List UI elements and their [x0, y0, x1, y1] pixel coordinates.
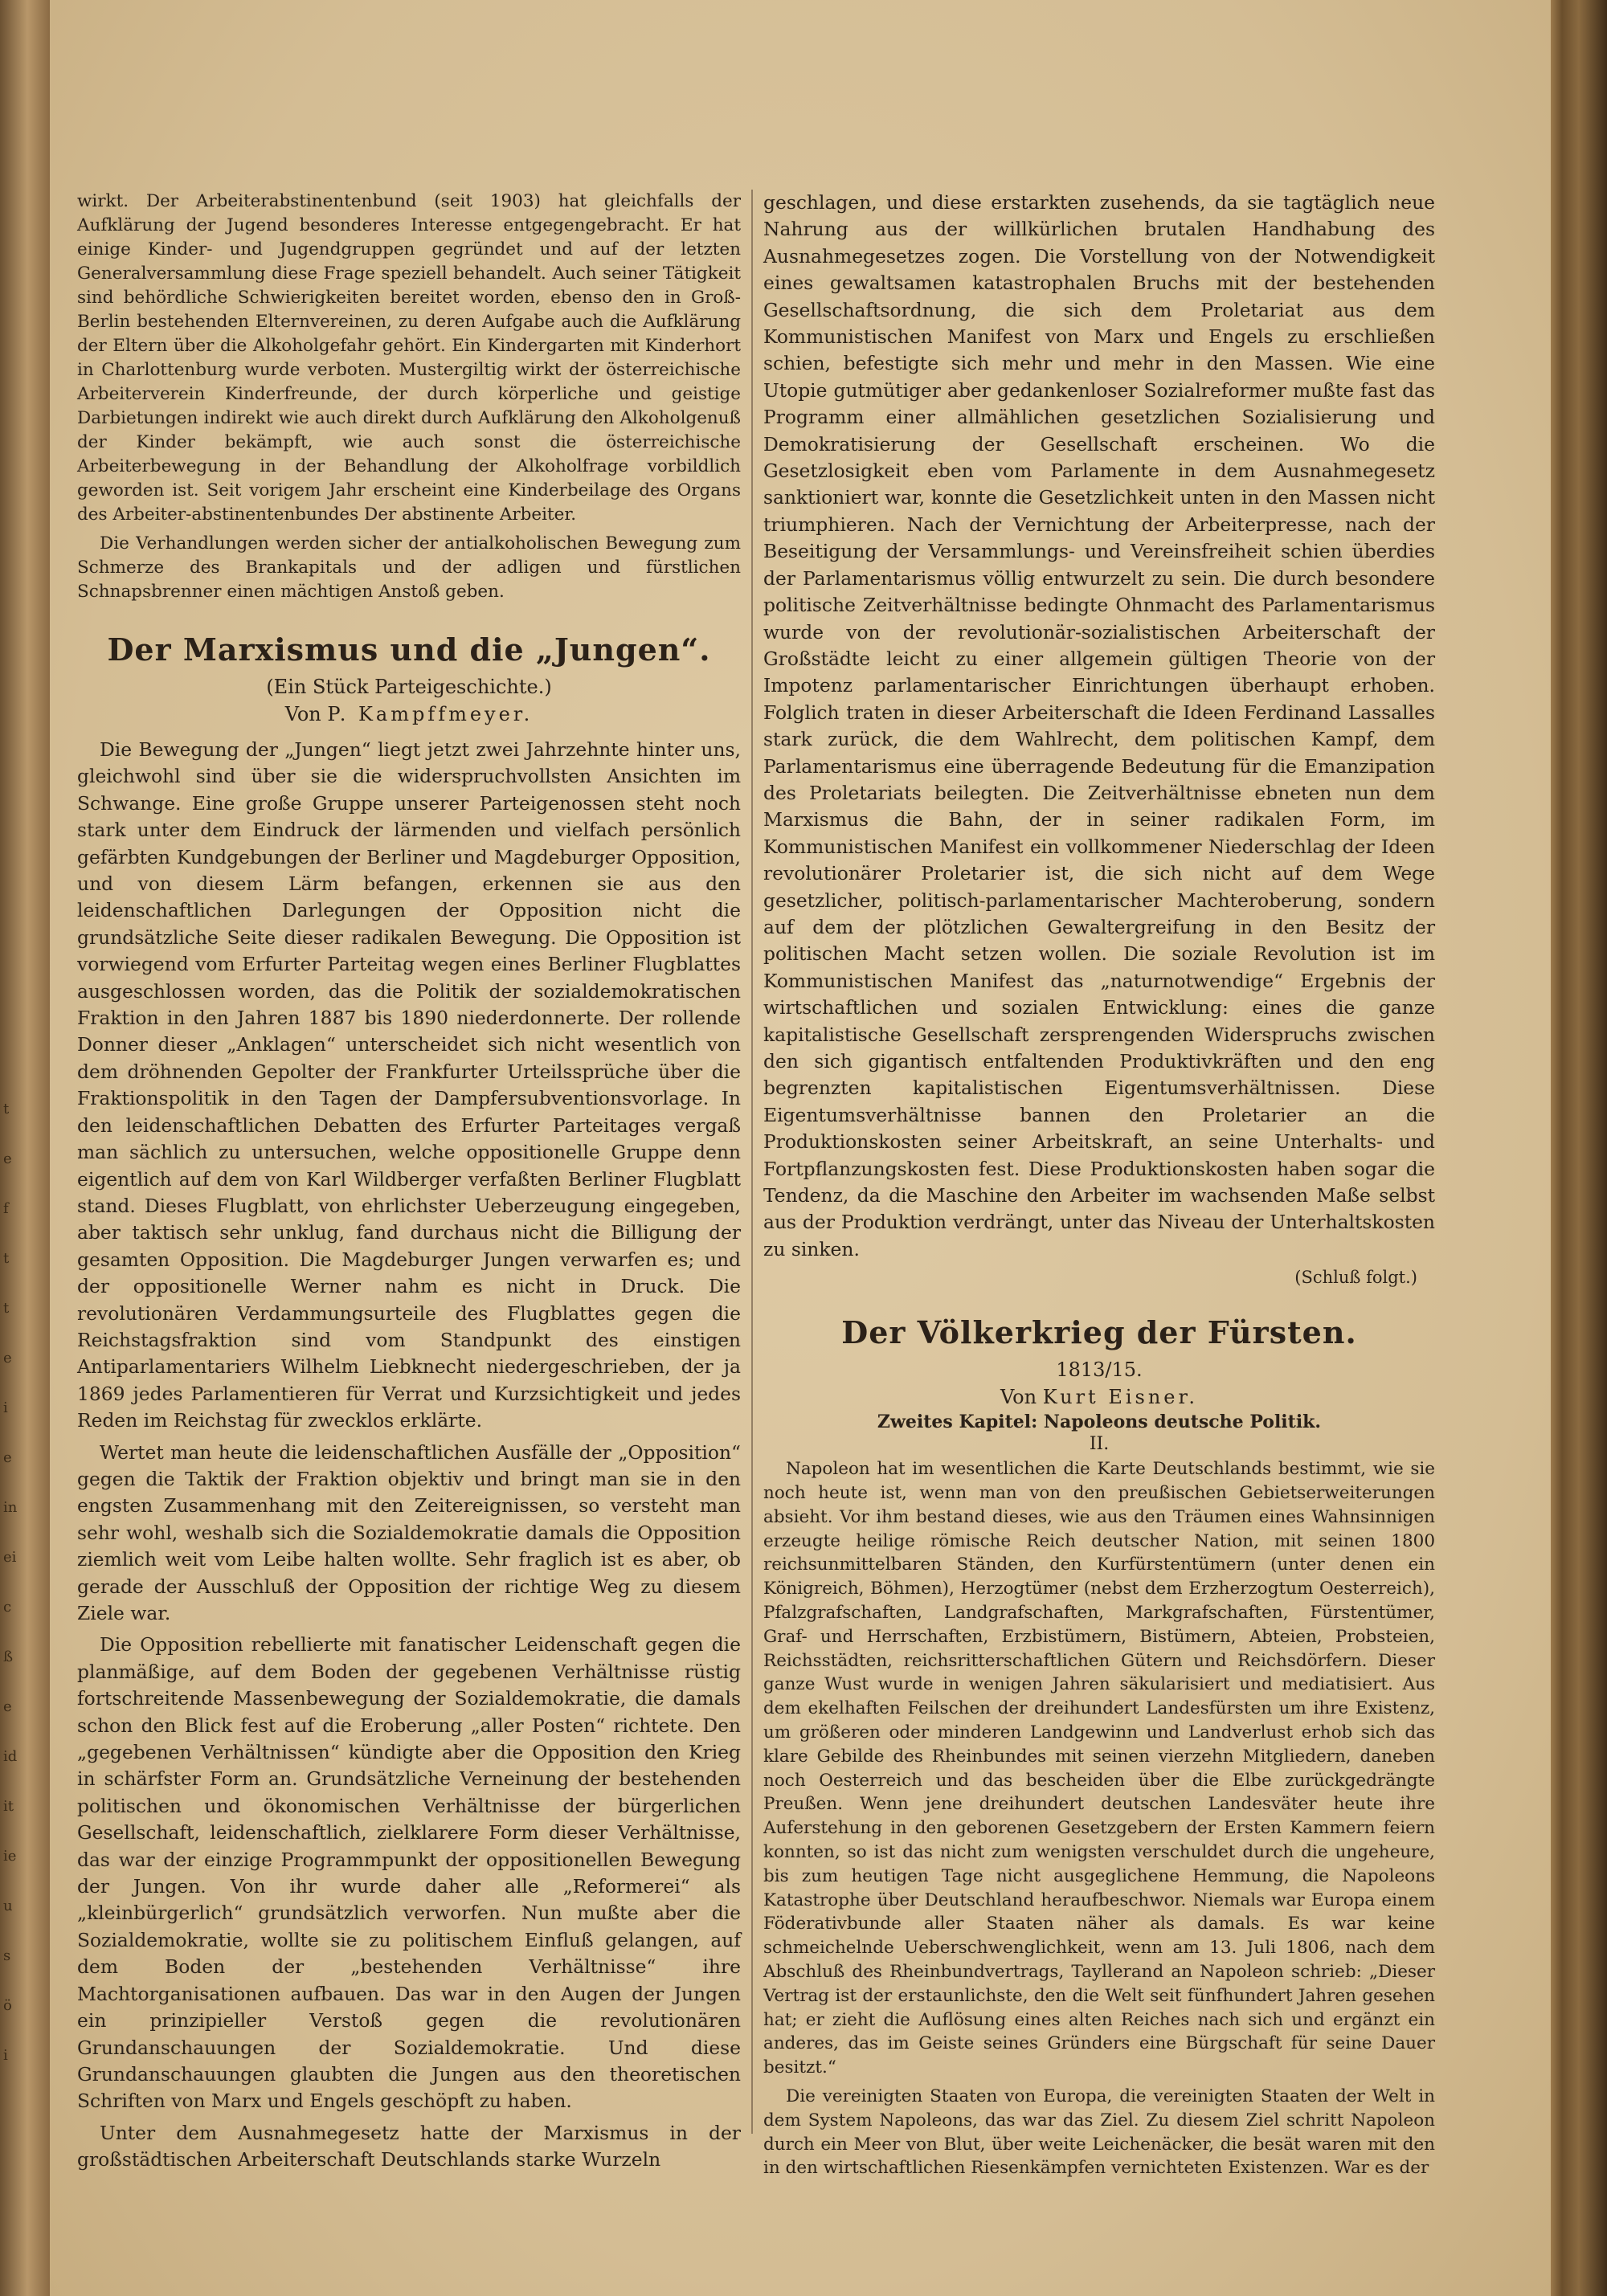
left-edge-letter: e — [3, 1350, 12, 1367]
left-edge-letter: u — [3, 1898, 13, 1914]
left-edge-letter: ei — [3, 1549, 17, 1566]
article2-body — [763, 1457, 1435, 2180]
article2-author-prefix: Von — [1000, 1386, 1037, 1409]
left-edge-letter: t — [3, 1250, 10, 1267]
article2-author-name: Kurt Eisner. — [1042, 1386, 1198, 1409]
intro-paragraph-2: Die Verhandlungen werden sicher der antialkoholischen Bewegung zum Schmerze des Brankapitals und der adligen und fürstlichen Schnapsbrenner einen mächtigen Anstoß geben. — [77, 533, 741, 602]
article-paragraph-4: Unter dem Ausnahmegesetz hatte der Marxismus in der großstädtischen Arbeiterschaft Deutschlands starke Wurzeln — [77, 2121, 741, 2171]
left-page-edge — [0, 0, 50, 2296]
continuation-note: (Schluß folgt.) — [1294, 1268, 1417, 1288]
intro-section — [77, 190, 741, 604]
book-binding — [1551, 0, 1607, 2296]
right-column — [763, 190, 1435, 2185]
article-continuation — [763, 190, 1435, 1263]
left-edge-letter: id — [3, 1748, 18, 1765]
left-edge-letter: i — [3, 1399, 8, 1416]
continued-paragraph: geschlagen, und diese erstarkten zusehends, da sie tagtäglich neue Nahrung aus der willkürlichen brutalen Handhabung des Ausnahmegesetzes zogen. Die Vorstellung von der Notwendigkeit eines gewaltsamen katastrophalen Bruchs mit der bestehenden Gesellschaftsordnung, die sich dem Proletariat aus dem Kommunistischen Manifest von Marx und Engels zu erschließen schien, befestigte sich mehr und mehr in den Massen. Wie eine Utopie gutmütiger aber gedankenloser Sozialreformer mußte fast das Programm einer allmählichen gesetzlichen Sozialisierung und Demokratisierung der Gesellschaft erscheinen. Wo die Gesetzlosigkeit eben vom Parlamente in dem Ausnahmegesetz sanktioniert war, konnte die Gesetzlichkeit unten in den Massen nicht triumphieren. Nach der Vernichtung der Arbeiterpresse, nach der Beseitigung der Versammlungs- und Vereinsfreiheit schien überdies der Parlamentarismus völlig entwurzelt zu sein. Die durch besondere politische Zeitverhältnisse bedingte Ohnmacht des Parlamentarismus wurde von der revolutionär-sozialistischen Arbeiterschaft der Großstädte leicht zu einer allgemein gültigen Theorie von der Impotenz parlamentarischer Einrichtungen überhaupt erhoben. Folglich traten in dieser Arbeiterschaft die Ideen Ferdinand Lassalles stark zurück, die dem Wahlrecht, dem politischen Kampf, dem Parlamentarismus eine überragende Bedeutung für die Emanzipation des Proletariats beilegten. Die Zeitverhältnisse ebneten nun dem Marxismus die Bahn, der in seiner radikalen Form, im Kommunistischen Manifest ein vollkommener Niederschlag der Ideen revolutionärer Proletarier ist, die sich nicht auf dem Wege gesetzlicher, politisch-parlamentarischer Machteroberung, sondern auf dem der plötzlichen Gewaltergreifung in den Besitz der politischen Macht setzen wollen. Die soziale Revolution ist im Kommunistischen Manifest das „naturnotwendige“ Ergebnis der wirtschaftlichen und sozialen Entwicklung: eines die ganze kapitalistische Gesellschaft zersprengenden Widerspruchs zwischen den sich gigantisch entfaltenden Produktivkräften und den eng begrenzten kapitalistischen Eigentumsverhältnissen. Diese Eigentumsverhältnisse bannen den Proletarier an die Produktionskosten seiner Arbeitskraft, an seine Unterhalts- und Fortpflanzungskosten fest. Diese Produktionskosten haben sogar die Tendenz, da die Maschine den Arbeiter im wachsenden Maße selbst aus der Produktion verdrängt, unter das Niveau der Unterhaltskosten zu sinken. — [763, 191, 1435, 1260]
left-edge-letter: ß — [3, 1648, 14, 1665]
article-title: Der Marxismus und die „Jungen“. — [107, 631, 711, 668]
left-edge-letter: c — [3, 1599, 12, 1616]
article2-section-number: II. — [1089, 1434, 1110, 1455]
left-edge-letter: in — [3, 1499, 18, 1516]
left-column — [77, 190, 741, 2179]
article-subtitle: (Ein Stück Parteigeschichte.) — [266, 676, 552, 698]
left-edge-letter: e — [3, 1150, 12, 1167]
article-paragraph-1: Die Bewegung der „Jungen“ liegt jetzt zwei Jahrzehnte hinter uns, gleichwohl sind über sie die widerspruchvollsten Ansichten im Schwange. Eine große Gruppe unserer Parteigenossen steht noch stark unter dem Eindruck der lärmenden und vielfach persönlich gefärbten Kundgebungen der Berliner und Magdeburger Opposition, und von diesem Lärm befangen, erkennen sie aus den leidenschaftlichen Darlegungen der Opposition nicht die grundsätzliche Seite dieser radikalen Bewegung. Die Opposition ist vorwiegend vom Erfurter Parteitag wegen eines Berliner Flugblattes ausgeschlossen worden, das die Politik der sozialdemokratischen Fraktion in den Jahren 1887 bis 1890 niederdonnerte. Der rollende Donner dieser „Anklagen“ unterscheidet sich nicht wesentlich von dem dröhnenden Gepolter der Frankfurter Urteilssprüche über die Fraktionspolitik in den Tagen der Dampfersubventionsvorlage. In den leidenschaftlichen Debatten des Erfurter Parteitages vergaß man sächlich zu untersuchen, welche oppositionelle Gruppe denn eigentlich auf dem von Karl Wildberger verfaßten Berliner Flugblatt stand. Dieses Flugblatt, von ehrlichster Ueberzeugung eingegeben, aber taktisch sehr unklug, fand durchaus nicht die Billigung der gesamten Opposition. Die Magdeburger Jungen verwarfen es; und der oppositionelle Werner nahm es nicht in Druck. Die revolutionären Verdammungsurteile des Flugblattes gegen die Reichstagsfraktion sind vom Standpunkt des einstigen Antiparlamentariers Wilhelm Liebknecht niedergeschrieben, der ja 1869 jedes Parlamentieren für Verrat und Kurzsichtigkeit und jedes Reden im Reichstag für zwecklos erklärte. — [77, 738, 741, 1432]
left-edge-letter: f — [3, 1200, 9, 1217]
left-edge-letter: t — [3, 1101, 10, 1117]
article-paragraph-2: Wertet man heute die leidenschaftlichen Ausfälle der „Opposition“ gegen die Taktik der Fraktion objektiv und bringt man sie in den engsten Zusammenhang mit den Zeitereignissen, so versteht man sehr wohl, weshalb sich die Sozialdemokratie damals die Opposition ziemlich weit vom Leibe halten wollte. Sehr fraglich ist es aber, ob gerade der Ausschluß der Opposition der richtige Weg zu diesem Ziele war. — [77, 1440, 741, 1624]
article-author — [77, 703, 741, 725]
left-edge-letter: s — [3, 1947, 11, 1964]
left-edge-letter: it — [3, 1798, 14, 1815]
left-edge-letter: ö — [3, 1997, 12, 2014]
article-paragraph-3: Die Opposition rebellierte mit fanatischer Leidenschaft gegen die planmäßige, auf dem Boden der gegebenen Verhältnisse rüstig fortschreitende Massenbewegung der Sozialdemokratie, die damals schon den Blick fest auf die Eroberung „aller Posten“ richtete. Den „gegebenen Verhältnissen“ kündigte aber die Opposition den Krieg in schärfster Form an. Grundsätzliche Verneinung der bestehenden politischen und ökonomischen Verhältnisse der bürgerlichen Gesellschaft, leidenschaftlich, zielklarere Form dieser Verhältnisse, das war der einzige Programmpunkt der oppositionellen Bewegung der Jungen. Von ihr wurde daher alle „Reformerei“ als „kleinbürgerlich“ grundsätzlich verworfen. Nun mußte aber die Sozialdemokratie, wollte sie zu politischem Einfluß gelangen, auf dem Boden der „bestehenden Verhältnisse“ ihre Machtorganisationen aufbauen. Das war in den Augen der Jungen ein prinzipieller Verstoß gegen die revolutionären Grundanschauungen der Sozialdemokratie. Und diese Grundanschauungen glaubten die Jungen aus den theoretischen Schriften von Marx und Engels geschöpft zu haben. — [77, 1633, 741, 2113]
left-edge-letter: e — [3, 1698, 12, 1715]
left-edge-letter: t — [3, 1300, 10, 1317]
author-prefix: Von — [284, 703, 321, 725]
article2-paragraph-2: Die vereinigten Staaten von Europa, die vereinigten Staaten der Welt in dem System Napoleons, das war das Ziel. Zu diesem Ziel schritt Napoleon durch ein Meer von Blut, über weite Leichenäcker, die besät waren mit den in den wirtschaftlichen Riesenkämpfen vernichteten Existenzen. War es der — [763, 2086, 1435, 2179]
left-edge-letter: i — [3, 2047, 8, 2064]
column-divider — [751, 190, 753, 2134]
article2-title: Der Völkerkrieg der Fürsten. — [841, 1314, 1357, 1351]
article2-paragraph-1: Napoleon hat im wesentlichen die Karte Deutschlands bestimmt, wie sie noch heute ist, wenn man von den preußischen Gebietserweiterungen absieht. Vor ihm bestand dieses, wie aus den Träumen eines Wahnsinnigen erzeugte heilige römische Reich deutscher Nation, mit seinen 1800 reichsunmittelbaren Ständen, den Kurfürstentümern (unter denen ein Königreich, Böhmen), Herzogtümer (nebst dem Erzherzogtum Oesterreich), Pfalzgrafschaften, Landgrafschaften, Markgrafschaften, Fürstentümer, Graf- und Herrschaften, Erzbistümern, Bistümern, Abteien, Probsteien, Reichsstädten, reichsritterschaftlichen Gütern und Reichsdörfern. Dieser ganze Wust wurde in wenigen Jahren säkularisiert und mediatisiert. Aus dem ekelhaften Feilschen der dreihundert Landesfürsten um ihre Existenz, um größeren oder minderen Landgewinn und Landverlust erhob sich das klare Gebilde des Rheinbundes mit seinen vierzehn Mitgliedern, daneben noch Oesterreich und das bescheiden über die Elbe zurückgedrängte Preußen. Wenn jene dreihundert deutschen Landesväter heute ihre Auferstehung in den geborenen Gesetzgebern der Ersten Kammern feiern konnten, so ist das nicht zum wenigsten verschuldet durch die ungeheure, bis zum heutigen Tage nicht ausgeglichene Hemmung, die Napoleons Katastrophe über Deutschland heraufbeschwor. Niemals war Europa einem Föderativbunde aller Staaten näher als damals. Es war keine schmeichelnde Ueberschwenglichkeit, wenn am 13. Juli 1806, nach dem Abschluß des Rheinbundvertrags, Tayllerand an Napoleon schrieb: „Dieser Vertrag ist der erstaunlichste, den die Welt seit fünfhundert Jahren gesehen hat; er zieht die Auflösung eines alten Reiches nach sich und ergänzt ein anderes, das im Geiste seines Gründers eine Bürgschaft für seine Dauer besitzt.“ — [763, 1459, 1435, 2078]
author-name: P. Kampffmeyer. — [327, 703, 534, 725]
article2-years: 1813/15. — [1056, 1358, 1143, 1382]
left-edge-letter: ie — [3, 1848, 17, 1865]
article2-author — [763, 1386, 1435, 1408]
article2-chapter: Zweites Kapitel: Napoleons deutsche Politik. — [877, 1412, 1322, 1433]
left-edge-letter: e — [3, 1449, 12, 1466]
article-body — [77, 737, 741, 2174]
intro-paragraph-1: wirkt. Der Arbeiterabstinentenbund (seit 1903) hat gleichfalls der Aufklärung der Jugend besonderes Interesse entgegengebracht. Er hat einige Kinder- und Jugendgruppen gegründet und auf der letzten Generalversammlung diese Frage speziell behandelt. Auch seiner Tätigkeit sind behördliche Schwierigkeiten bereitet worden, ebenso den in Groß-Berlin bestehenden Elternvereinen, zu deren Aufgabe auch die Aufklärung der Eltern über die Alkoholgefahr gehört. Ein Kindergarten mit Kinderhort in Charlottenburg wurde verboten. Mustergiltig wirkt der österreichische Arbeiterverein Kinderfreunde, der durch körperliche und geistige Darbietungen indirekt wie auch direkt durch Aufklärung den Alkoholgenuß der Kinder bekämpft, wie auch sonst die österreichische Arbeiterbewegung in der Behandlung der Alkoholfrage vorbildlich geworden ist. Seit vorigem Jahr erscheint eine Kinderbeilage des Organs des Arbeiter-abstinentenbundes Der abstinente Arbeiter. — [77, 191, 741, 525]
